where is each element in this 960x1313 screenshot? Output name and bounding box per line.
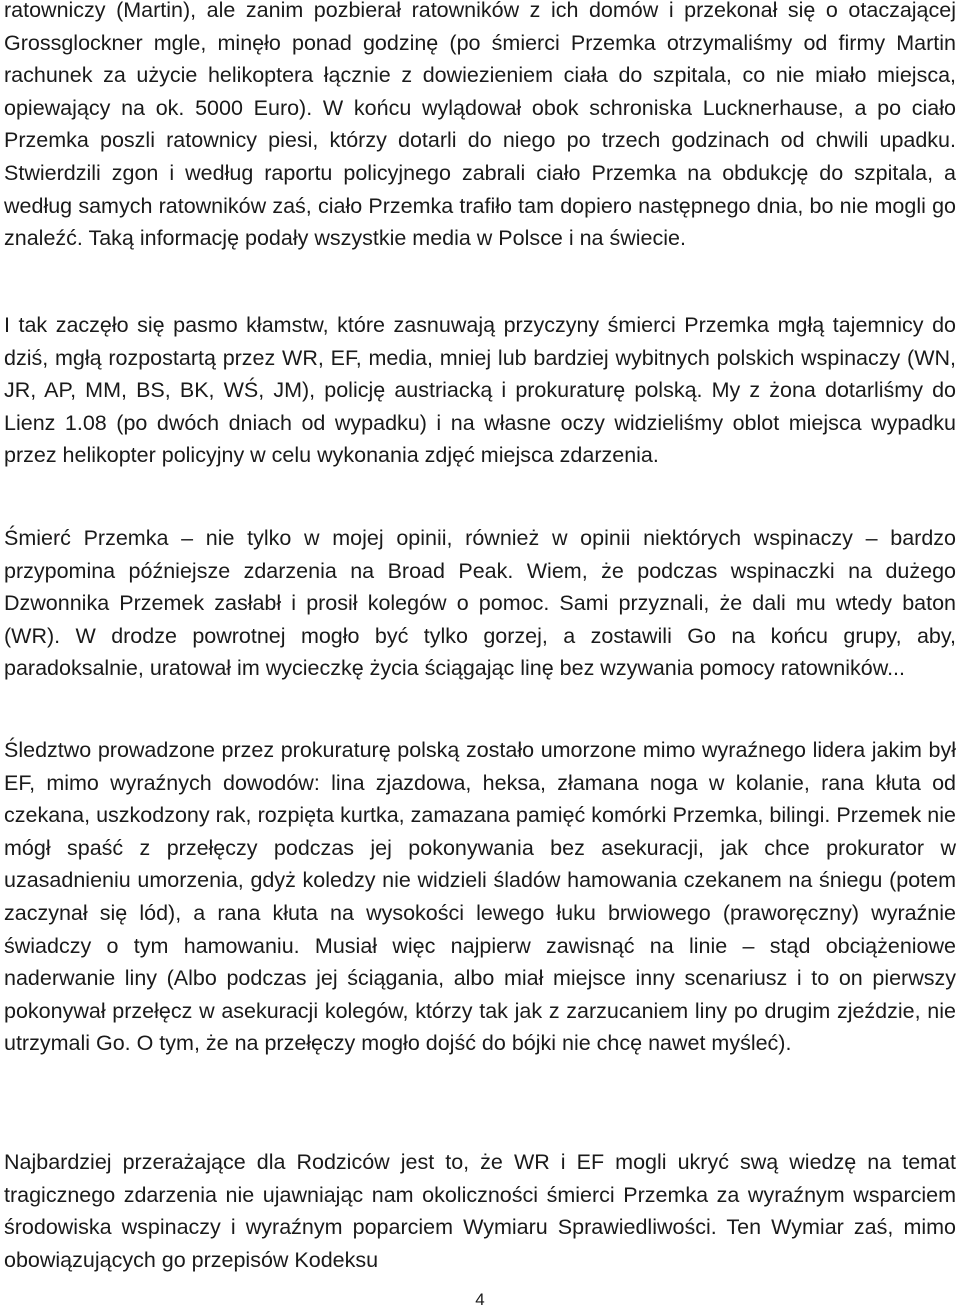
paragraph-4: Śledztwo prowadzone przez prokuraturę polską zostało umorzone mimo wyraźnego lidera jakim był EF, mimo wyraźnych dowodów: lina zjazdowa, heksa, złamana noga w kolanie, rana kłuta od czekana, uszkodzony rak, rozpięta kurtka, zamazana pamięć komórki Przemka, bilingi. Przemek nie mógł spaść z przełęczy podczas jej pokonywania bez asekuracji, jak chce prokurator w uzasadnieniu umorzenia, gdyż koledzy nie widzieli śladów hamowania czekanem na śniegu (potem zaczynał się lód), a rana kłuta na wysokości lewego łuku brwiowego (praworęczny) wyraźnie świadczy o tym hamowaniu. Musiał więc najpierw zawisnąć na linie – stąd obciążeniowe naderwanie liny (Albo podczas jej ściągania, albo miał miejsce inny scenariusz i to on pierwszy pokonywał przełęcz w asekuracji kolegów, którzy tak jak z zarzucaniem liny po drugim zjeździe, nie utrzymali Go. O tym, że na przełęczy mogło dojść do bójki nie chcę nawet myśleć). (4, 738, 956, 1056)
paragraph-5: Najbardziej przerażające dla Rodziców jest to, że WR i EF mogli ukryć swą wiedzę na temat tragicznego zdarzenia nie ujawniając nam okoliczności śmierci Przemka za wyraźnym wsparciem środowiska wspinaczy i wyraźnym poparciem Wymiaru Sprawiedliwości. Ten Wymiar zaś, mimo obowiązujących go przepisów Kodeksu (4, 1150, 956, 1272)
paragraph-3: Śmierć Przemka – nie tylko w mojej opinii, również w opinii niektórych wspinaczy – bardzo przypomina późniejsze zdarzenia na Broad Peak. Wiem, że podczas wspinaczki na dużego Dzwonnika Przemek zasłabł i prosił kolegów o pomoc. Sami przyznali, że dali mu wtedy baton (WR). W drodze powrotnej mogło być tylko gorzej, a zostawili Go na końcu grupy, aby, paradoksalnie, uratował im wycieczkę życia ściągając linę bez wzywania pomocy ratowników... (4, 526, 956, 681)
paragraph-2: I tak zaczęło się pasmo kłamstw, które zasnuwają przyczyny śmierci Przemka mgłą tajemnicy do dziś, mgłą rozpostartą przez WR, EF, media, mniej lub bardziej wybitnych polskich wspinaczy (WN, JR, AP, MM, BS, BK, WŚ, JM), policję austriacką i prokuraturę polską. My z żona dotarliśmy do Lienz 1.08 (po dwóch dniach od wypadku) i na własne oczy widzieliśmy oblot miejsca wypadku przez helikopter policyjny w celu wykonania zdjęć miejsca zdarzenia. (4, 313, 956, 468)
paragraph-1: ratowniczy (Martin), ale zanim pozbierał ratowników z ich domów i przekonał się o otaczającej Grossglockner mgle, minęło ponad godzinę (po śmierci Przemka otrzymaliśmy od firmy Martin rachunek za użycie helikoptera łącznie z dowiezieniem ciała do szpitala, co nie miało miejsca, opiewający na ok. 5000 Euro). W końcu wylądował obok schroniska Lucknerhause, a po ciało Przemka poszli ratownicy piesi, którzy dotarli do niego po trzech godzinach od chwili upadku. Stwierdzili zgon i według raportu policyjnego zabrali ciało Przemka na obdukcję do szpitala, a według samych ratowników zaś, ciało Przemka trafiło tam dopiero następnego dnia, bo nie mogli go znaleźć. Taką informację podały wszystkie media w Polsce i na świecie. (4, 0, 956, 251)
page-number: 4 (475, 1290, 485, 1309)
